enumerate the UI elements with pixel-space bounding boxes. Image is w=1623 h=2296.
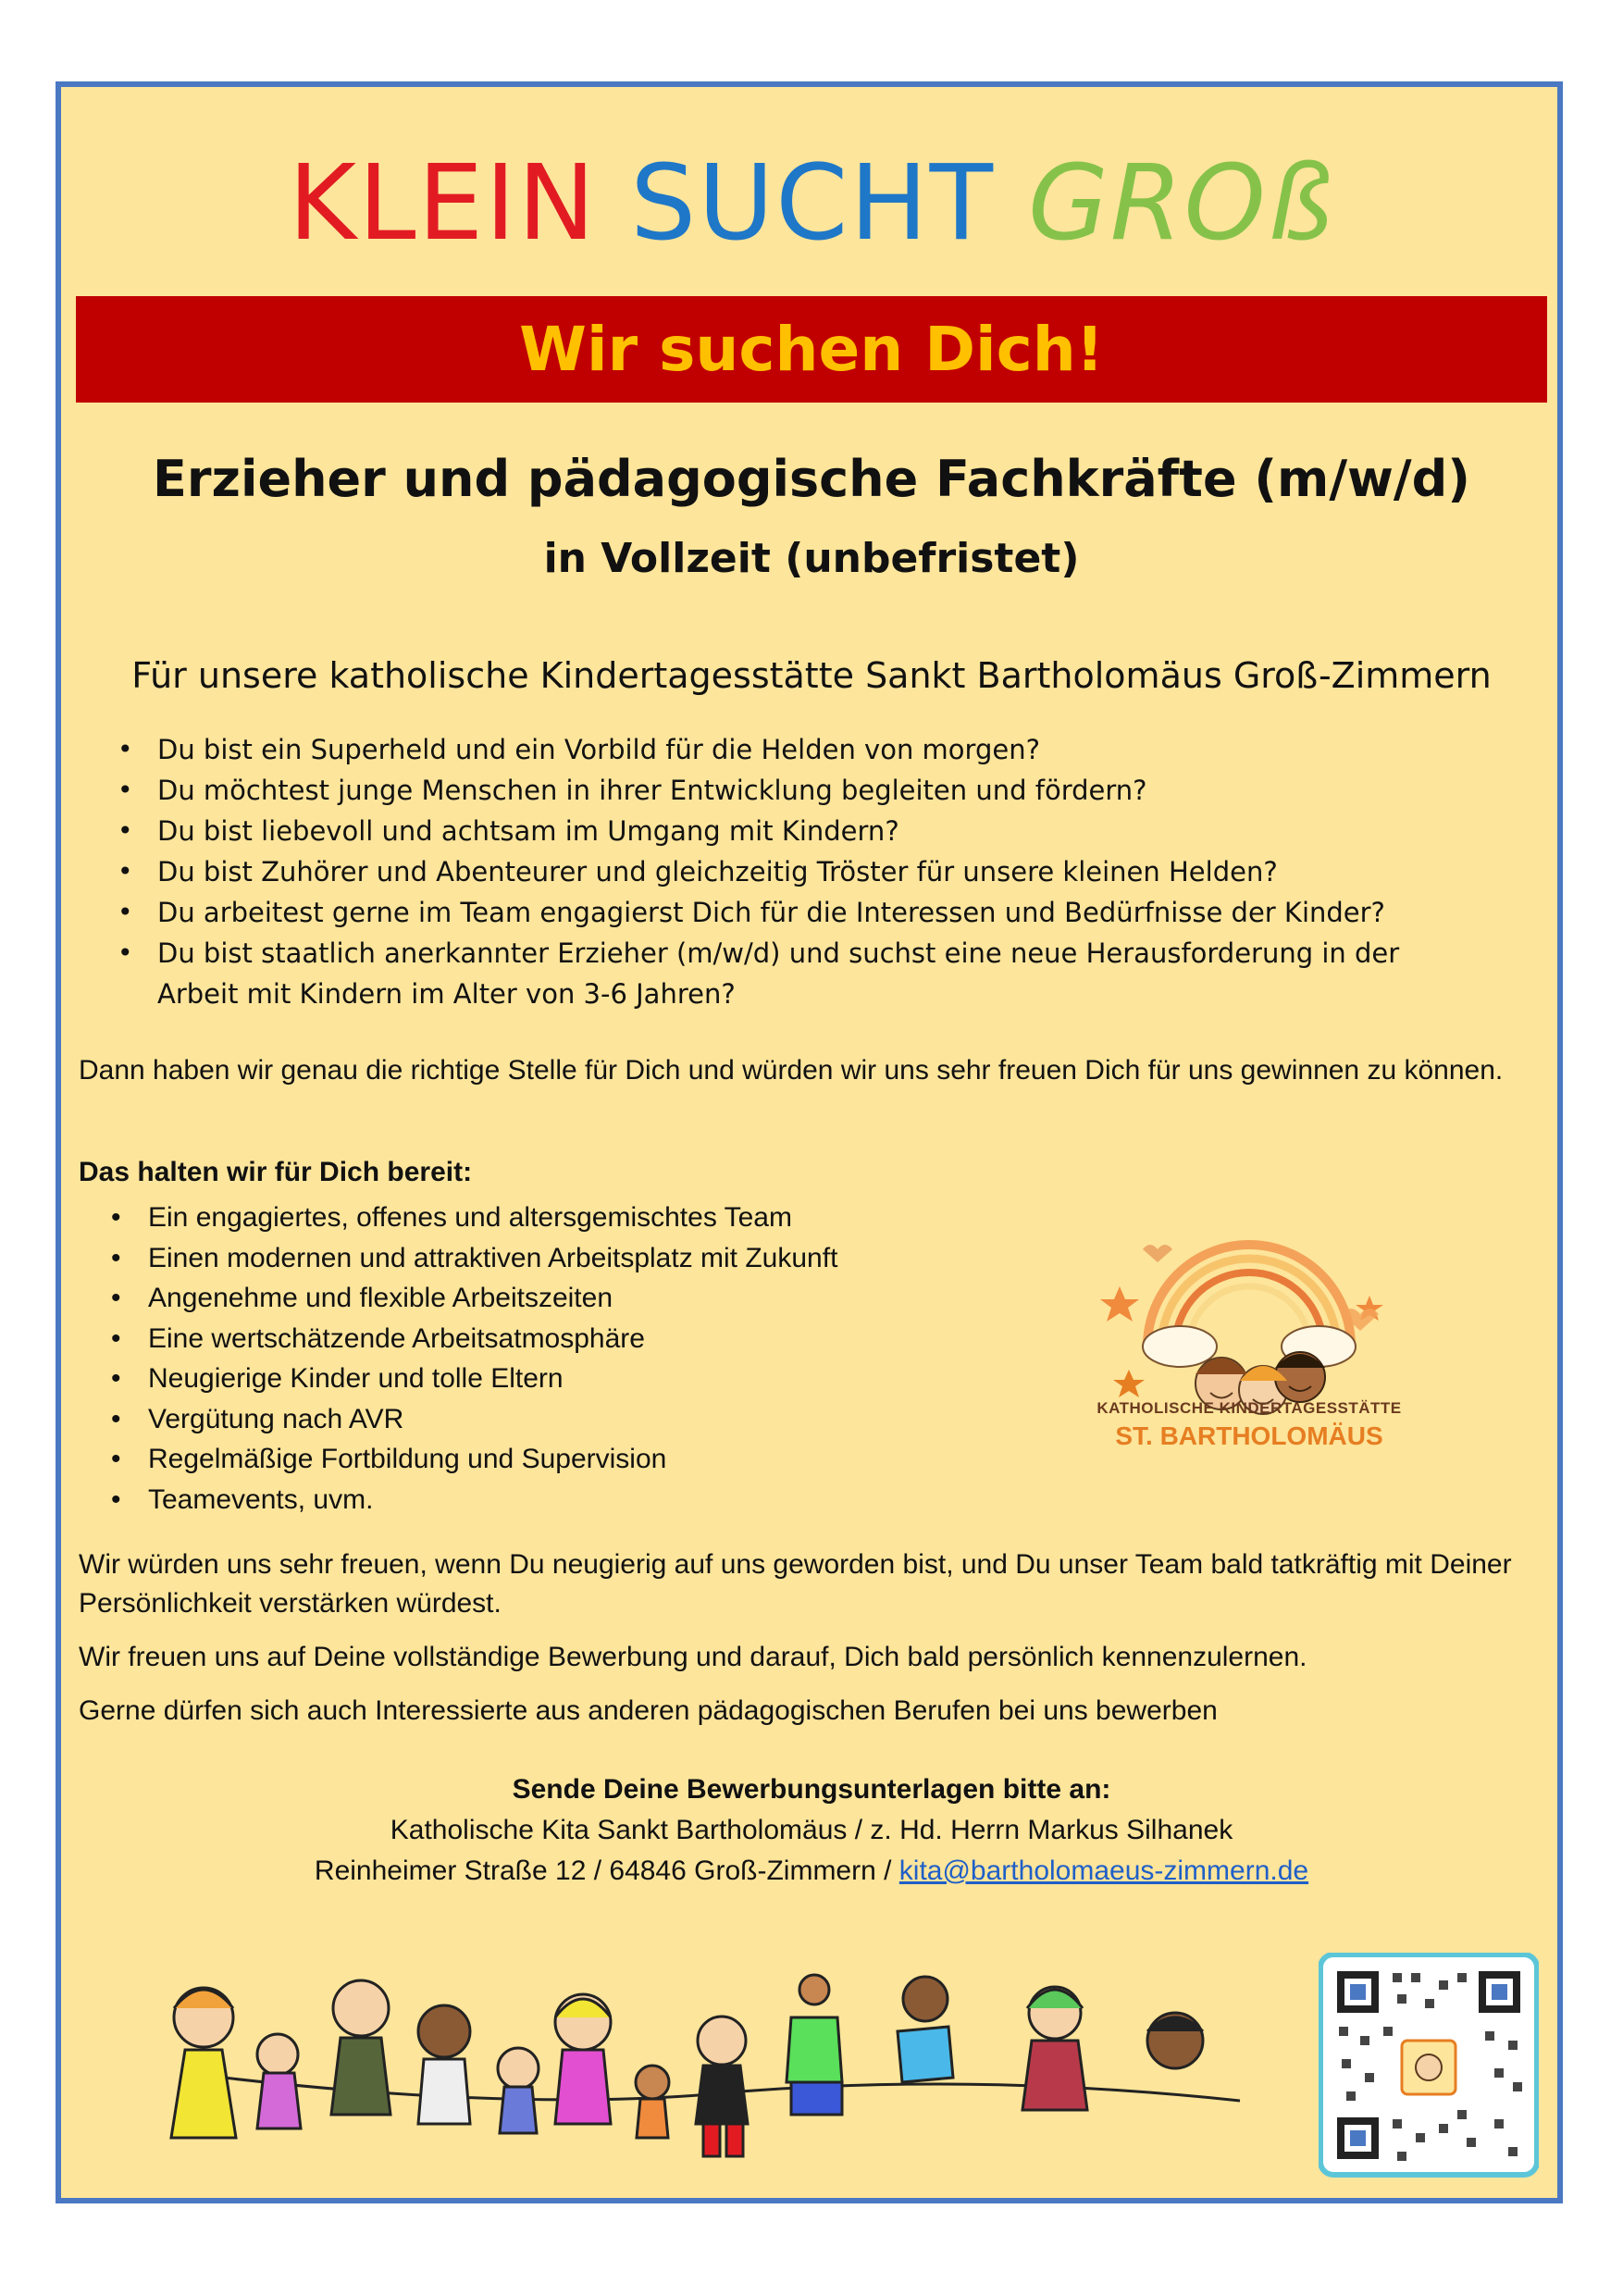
- questions-list: [116, 729, 1430, 1014]
- position-subtitle: in Vollzeit (unbefristet): [543, 535, 1080, 582]
- qr-code: [1319, 1953, 1539, 2179]
- paragraph-invitation: Wir würden uns sehr freuen, wenn Du neugierig auf uns geworden bist, und Du unser Team bald tatkräftig mit Deiner Persönlichkeit verstärken würdest.: [79, 1549, 1512, 1619]
- paragraph-application: Wir freuen uns auf Deine vollständige Bewerbung und darauf, Dich bald persönlich kennenzulernen.: [79, 1642, 1307, 1672]
- contact-block: [0, 1769, 1623, 1892]
- question-item: • Du arbeitest gerne im Team engagierst Dich für die Interessen und Bedürfnisse der Kinder?: [116, 892, 1430, 933]
- logo-text-kita: KATHOLISCHE KINDERTAGESSTÄTTE: [1096, 1399, 1402, 1417]
- question-item: • Du möchtest junge Menschen in ihrer Entwicklung begleiten und fördern?: [116, 770, 1430, 811]
- offer-item: • Ein engagiertes, offenes und altersgemischtes Team: [111, 1198, 944, 1238]
- offer-item: • Teamevents, uvm.: [111, 1480, 944, 1520]
- offer-item: • Einen modernen und attraktiven Arbeitsplatz mit Zukunft: [111, 1238, 944, 1279]
- question-item: • Du bist liebevoll und achtsam im Umgang mit Kindern?: [116, 811, 1430, 851]
- headline: [0, 139, 1623, 268]
- question-item: • Du bist staatlich anerkannter Erzieher (m/w/d) und suchst eine neue Herausforderung in der Arbeit mit Kindern im Alter von 3-6 Jahren?: [116, 933, 1430, 1014]
- contact-recipient: Katholische Kita Sankt Bartholomäus / z. Hd. Herrn Markus Silhanek: [390, 1815, 1233, 1845]
- offer-list: [111, 1198, 944, 1520]
- offer-item: • Neugierige Kinder und tolle Eltern: [111, 1359, 944, 1399]
- offer-item: • Regelmäßige Fortbildung und Supervision: [111, 1439, 944, 1480]
- offer-item: • Vergütung nach AVR: [111, 1399, 944, 1440]
- question-item: • Du bist ein Superheld und ein Vorbild für die Helden von morgen?: [116, 729, 1430, 770]
- offer-title: Das halten wir für Dich bereit:: [79, 1157, 473, 1187]
- contact-title: Sende Deine Bewerbungsunterlagen bitte an:: [512, 1774, 1111, 1805]
- position-title: Erzieher und pädagogische Fachkräfte (m/w/d): [153, 450, 1470, 508]
- paragraph-other-professions: Gerne dürfen sich auch Interessierte aus anderen pädagogischen Berufen bei uns bewerben: [79, 1695, 1218, 1726]
- question-item: • Du bist Zuhörer und Abenteurer und gleichzeitig Tröster für unsere kleinen Helden?: [116, 851, 1430, 892]
- contact-address: Reinheimer Straße 12 / 64846 Groß-Zimmern /: [314, 1855, 899, 1886]
- offer-item: • Eine wertschätzende Arbeitsatmosphäre: [111, 1319, 944, 1359]
- headline-word-klein: KLEIN: [288, 143, 598, 264]
- banner-text: Wir suchen Dich!: [519, 314, 1104, 385]
- paragraph-offer-intro: Dann haben wir genau die richtige Stelle für Dich und würden wir uns sehr freuen Dich für uns gewinnen zu können.: [79, 1055, 1504, 1086]
- banner: [76, 296, 1547, 403]
- intro-text: Für unsere katholische Kindertagesstätte Sankt Bartholomäus Groß-Zimmern: [131, 655, 1492, 696]
- headline-word-gross: GROß: [1028, 143, 1335, 264]
- offer-item: • Angenehme und flexible Arbeitszeiten: [111, 1278, 944, 1319]
- contact-email-link[interactable]: kita@bartholomaeus-zimmern.de: [898, 1855, 1309, 1886]
- children-illustration: [148, 1953, 1323, 2189]
- headline-word-sucht: SUCHT: [630, 143, 995, 264]
- contact-address-line: [0, 1851, 1623, 1892]
- logo-text-name: ST. BARTHOLOMÄUS: [1115, 1421, 1383, 1450]
